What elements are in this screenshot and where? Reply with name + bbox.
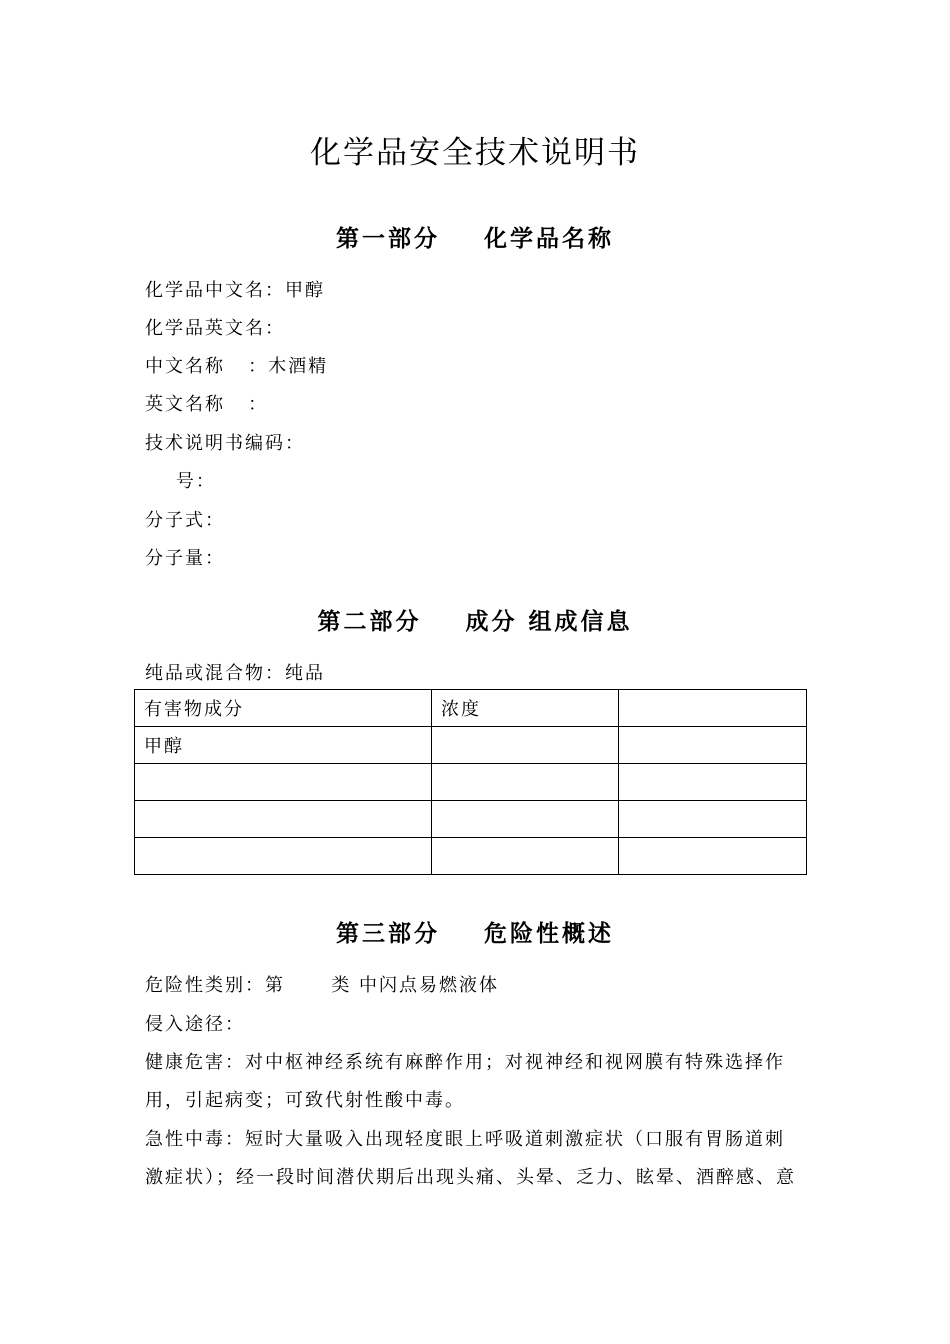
table-cell	[619, 764, 807, 801]
document-title: 化学品安全技术说明书	[310, 135, 640, 171]
header-cell-extra	[619, 690, 807, 727]
table-cell	[619, 838, 807, 875]
table-cell	[619, 727, 807, 764]
molecular-weight-line: 分子量：	[145, 548, 225, 569]
table-row	[135, 764, 807, 801]
table-cell	[135, 838, 432, 875]
composition-table	[134, 689, 807, 875]
sds-code-line: 技术说明书编码：	[145, 433, 305, 454]
table-cell	[135, 764, 432, 801]
exposure-route-line: 侵入途径：	[145, 1014, 245, 1035]
table-cell	[135, 801, 432, 838]
header-cell-component: 有害物成分	[135, 690, 432, 727]
english-name-line: 化学品英文名：	[145, 318, 285, 339]
header-cell-concentration: 浓度	[432, 690, 619, 727]
table-row	[135, 801, 807, 838]
en-alias-line: 英文名称 ：	[145, 394, 269, 415]
table-cell	[619, 801, 807, 838]
health-hazard-line-2: 用，引起病变；可致代射性酸中毒。	[145, 1090, 465, 1111]
table-cell	[432, 838, 619, 875]
number-line: 号：	[145, 471, 216, 492]
section3-heading: 第三部分 危险性概述	[335, 921, 615, 947]
hazard-class-line: 危险性类别：第 类 中闪点易燃液体	[145, 975, 500, 996]
cn-alias-line: 中文名称 ：木酒精	[145, 356, 329, 377]
table-row	[135, 727, 807, 764]
acute-poisoning-line-2: 激症状）；经一段时间潜伏期后出现头痛、头晕、乏力、眩晕、酒醉感、意	[145, 1167, 796, 1188]
table-header-row	[135, 690, 807, 727]
table-cell	[432, 727, 619, 764]
molecular-formula-line: 分子式：	[145, 510, 225, 531]
health-hazard-line-1: 健康危害：对中枢神经系统有麻醉作用；对视神经和视网膜有特殊选择作	[145, 1052, 785, 1073]
table-row	[135, 838, 807, 875]
section2-heading: 第二部分 成分 组成信息	[317, 609, 633, 635]
table-cell: 甲醇	[135, 727, 432, 764]
table-cell	[432, 801, 619, 838]
acute-poisoning-line-1: 急性中毒：短时大量吸入出现轻度眼上呼吸道刺激症状（口服有胃肠道刺	[145, 1129, 785, 1150]
section1-heading: 第一部分 化学品名称	[335, 226, 615, 252]
chinese-name-line: 化学品中文名：甲醇	[145, 280, 325, 301]
purity-line: 纯品或混合物：纯品	[145, 663, 325, 684]
table-cell	[432, 764, 619, 801]
